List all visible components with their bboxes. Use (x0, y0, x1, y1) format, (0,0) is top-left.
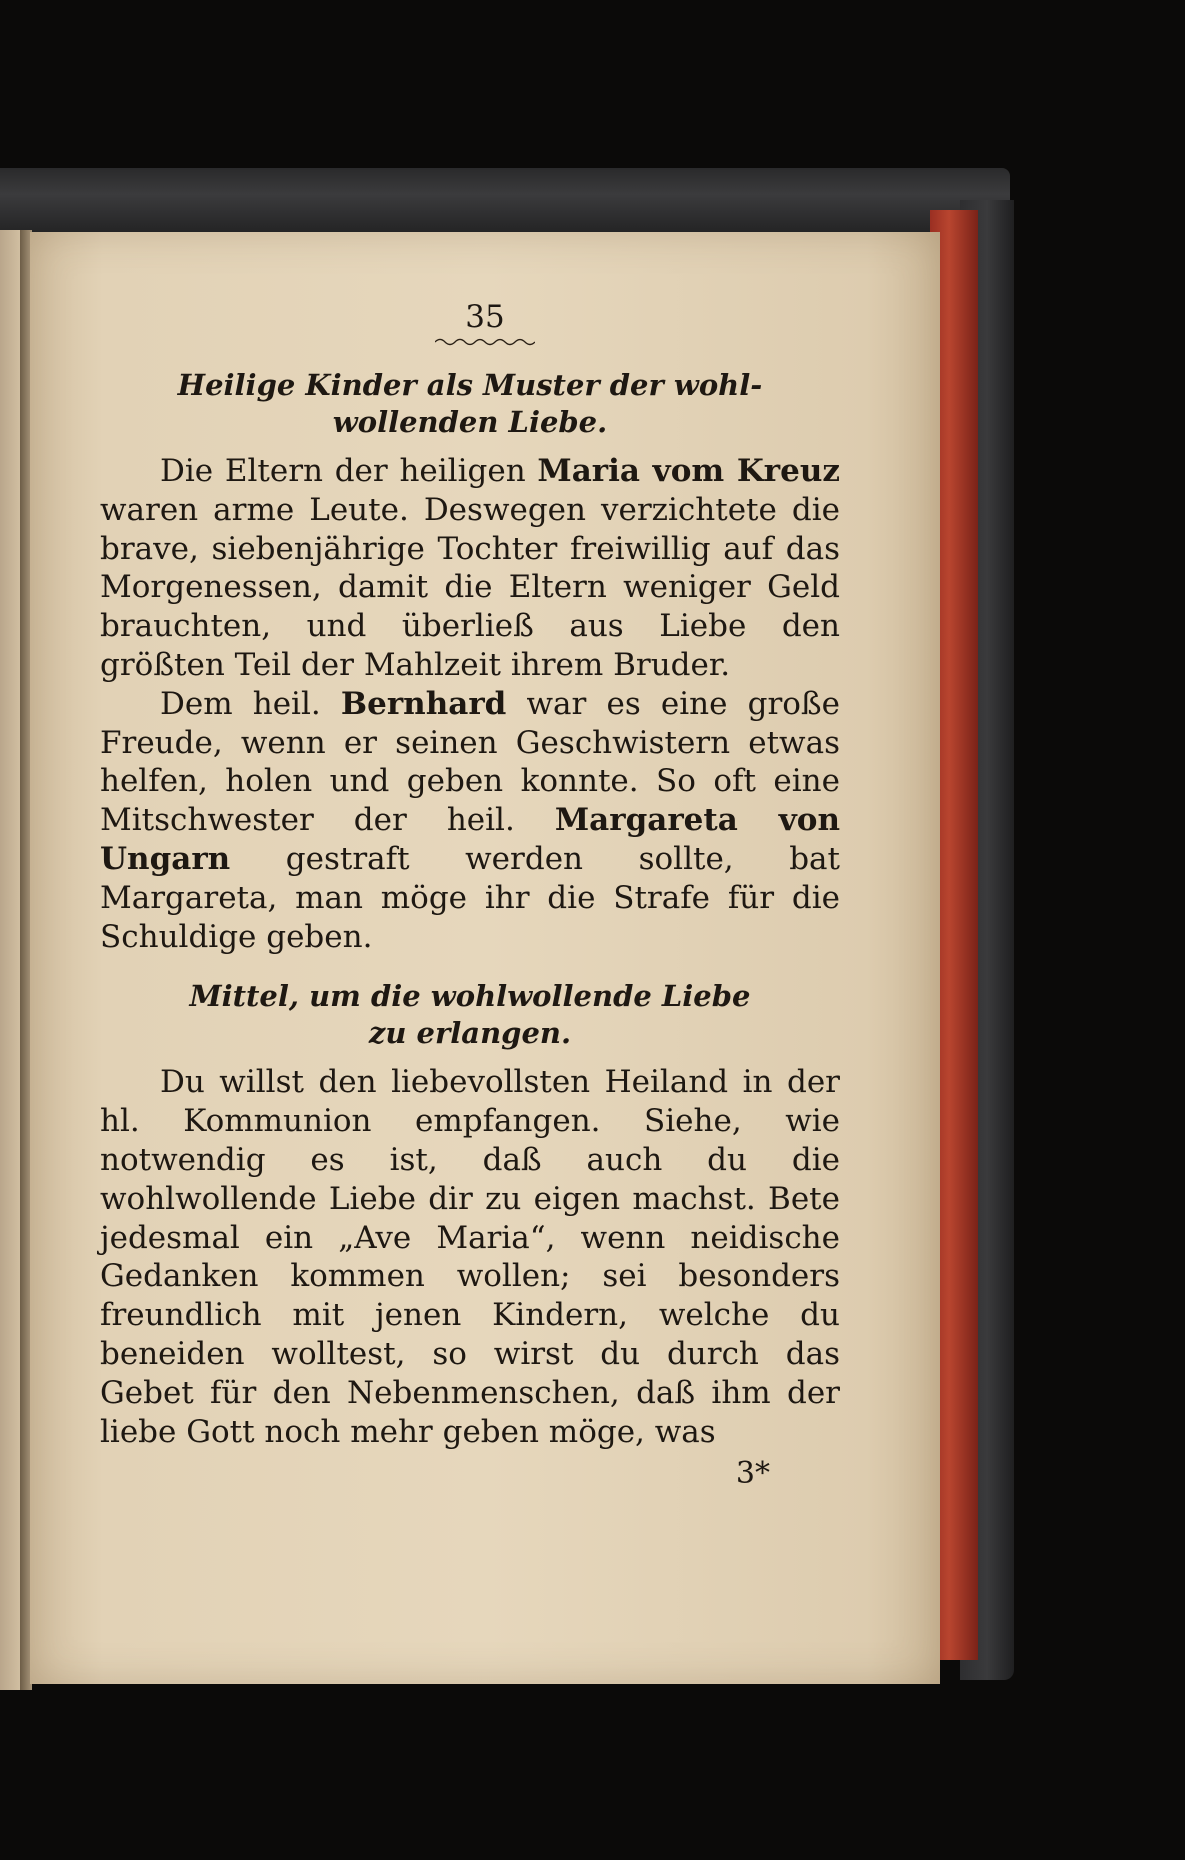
section-heading-2-line-2: zu erlangen. (368, 1016, 572, 1051)
section-heading-1-line-1: Heilige Kinder als Muster der wohl- (177, 368, 763, 402)
paragraph-text: waren arme Leute. Deswegen verzichtete die brave, siebenjährige Tochter freiwillig auf das Morgenessen, damit die Eltern weniger Geld brauchten, und überließ aus Liebe den größten Teil der Mahlzeit ihrem Bruder. (100, 491, 840, 683)
section-heading-2 (100, 978, 840, 1052)
book-page (30, 232, 940, 1684)
section-heading-1-line-2: wollenden Liebe. (332, 405, 608, 439)
page-text-block (100, 297, 840, 1493)
page-number: 35 (465, 299, 505, 335)
paragraph-text: Die Eltern der heiligen (160, 453, 538, 489)
signature-mark: 3* (735, 1456, 770, 1492)
saint-name-bernhard: Bernhard (340, 685, 507, 722)
book-cover-top (0, 168, 1010, 234)
wavy-ornament-icon (405, 337, 535, 347)
paragraph-mittel: Du willst den liebevollsten Heiland in der hl. Kommunion empfangen. Siehe, wie notwendig es ist, daß auch du die wohlwollende Liebe dir zu eigen machst. Bete jedesmal ein „Ave Maria“, wenn neidische Gedanken kommen wollen; sei besonders freundlich mit jenen Kindern, welche du beneiden wolltest, so wirst du durch das Gebet für den Nebenmenschen, daß ihm der liebe Gott noch mehr geben möge, was (100, 1064, 840, 1450)
paragraph-text: gestraft werden sollte, bat Margareta, man möge ihr die Strafe für die Schuldige geben. (100, 840, 840, 955)
section-heading-2-line-1: Mittel, um die wohlwollende Liebe (189, 979, 751, 1014)
paragraph-text: Dem heil. (160, 685, 341, 722)
saint-name-margareta-von-ungarn: Margareta von Ungarn (100, 802, 840, 877)
paragraph-maria-vom-kreuz (100, 452, 840, 685)
paragraph-bernhard-margareta (100, 685, 840, 957)
saint-name-maria-vom-kreuz: Maria vom Kreuz (537, 453, 840, 489)
section-spacer (100, 956, 840, 978)
paragraph-text: war es eine große Freude, wenn er seinen Geschwistern etwas helfen, holen und geben konnte. So oft eine Mitschwester der heil. (100, 685, 840, 839)
section-heading-1 (100, 367, 840, 441)
